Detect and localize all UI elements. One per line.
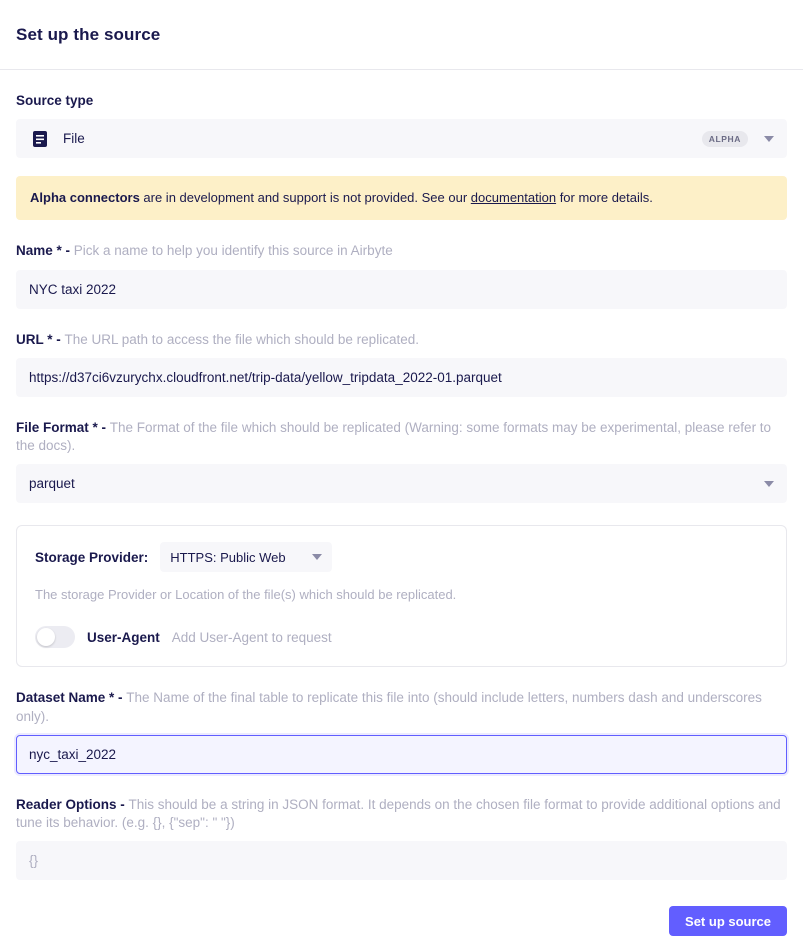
page-title: Set up the source xyxy=(16,24,161,44)
reader-options-field xyxy=(16,796,787,880)
file-format-field xyxy=(16,419,787,503)
storage-provider-label: Storage Provider: xyxy=(35,549,149,565)
file-format-label xyxy=(16,419,787,455)
name-label-text: Name * - xyxy=(16,243,74,259)
file-format-select[interactable] xyxy=(16,464,787,503)
set-up-source-button[interactable]: Set up source xyxy=(669,906,787,936)
form-footer xyxy=(0,880,803,936)
source-type-field xyxy=(16,92,787,158)
chevron-down-icon xyxy=(764,136,774,142)
chevron-down-icon xyxy=(764,481,774,487)
documentation-link[interactable]: documentation xyxy=(470,190,557,206)
name-input[interactable] xyxy=(16,270,787,309)
document-icon xyxy=(29,128,51,150)
file-format-description: The Format of the file which should be replicated (Warning: some formats may be experimental, please refer to the docs). xyxy=(16,419,772,454)
dataset-name-label-text: Dataset Name * - xyxy=(16,690,127,706)
source-type-value: File xyxy=(63,131,85,147)
page-header xyxy=(0,0,803,70)
name-description: Pick a name to help you identify this source in Airbyte xyxy=(73,243,393,259)
url-input[interactable] xyxy=(16,358,787,397)
alert-strong: Alpha connectors xyxy=(30,190,140,206)
name-field xyxy=(16,242,787,308)
alpha-badge: ALPHA xyxy=(702,131,748,147)
dataset-name-field xyxy=(16,689,787,773)
source-type-label: Source type xyxy=(16,93,94,108)
url-description: The URL path to access the file which should be replicated. xyxy=(64,331,419,347)
file-format-value: parquet xyxy=(29,476,75,492)
name-label xyxy=(16,242,787,260)
storage-provider-select[interactable] xyxy=(160,542,332,572)
reader-options-label xyxy=(16,796,787,832)
storage-provider-group xyxy=(16,525,787,667)
storage-provider-row xyxy=(35,542,768,572)
alert-text-after: for more details. xyxy=(556,190,653,206)
storage-provider-value: HTTPS: Public Web xyxy=(170,549,286,565)
url-label-text: URL * - xyxy=(16,331,65,347)
user-agent-toggle[interactable] xyxy=(35,626,75,648)
file-format-label-text: File Format * - xyxy=(16,419,110,435)
user-agent-description: Add User-Agent to request xyxy=(171,629,332,645)
alert-text-before: are in development and support is not provided. See our xyxy=(139,190,471,206)
url-label xyxy=(16,331,787,349)
toggle-knob xyxy=(37,628,55,646)
reader-options-input[interactable] xyxy=(16,841,787,880)
source-type-select[interactable] xyxy=(16,119,787,158)
chevron-down-icon xyxy=(312,554,322,560)
alpha-connector-alert xyxy=(16,176,787,220)
url-field xyxy=(16,331,787,397)
form-body xyxy=(0,70,803,880)
reader-options-description: This should be a string in JSON format. It depends on the chosen file format to provide additional options and tune its behavior. (e.g. {}, {"sep": " "}) xyxy=(16,796,781,831)
dataset-name-input[interactable] xyxy=(16,735,787,774)
dataset-name-description: The Name of the final table to replicate this file into (should include letters, numbers dash and underscores only). xyxy=(16,690,762,724)
reader-options-label-text: Reader Options - xyxy=(16,796,129,812)
user-agent-toggle-row xyxy=(35,626,768,648)
user-agent-label: User-Agent xyxy=(87,629,160,645)
storage-provider-description: The storage Provider or Location of the file(s) which should be replicated. xyxy=(35,587,457,603)
dataset-name-label xyxy=(16,689,787,725)
